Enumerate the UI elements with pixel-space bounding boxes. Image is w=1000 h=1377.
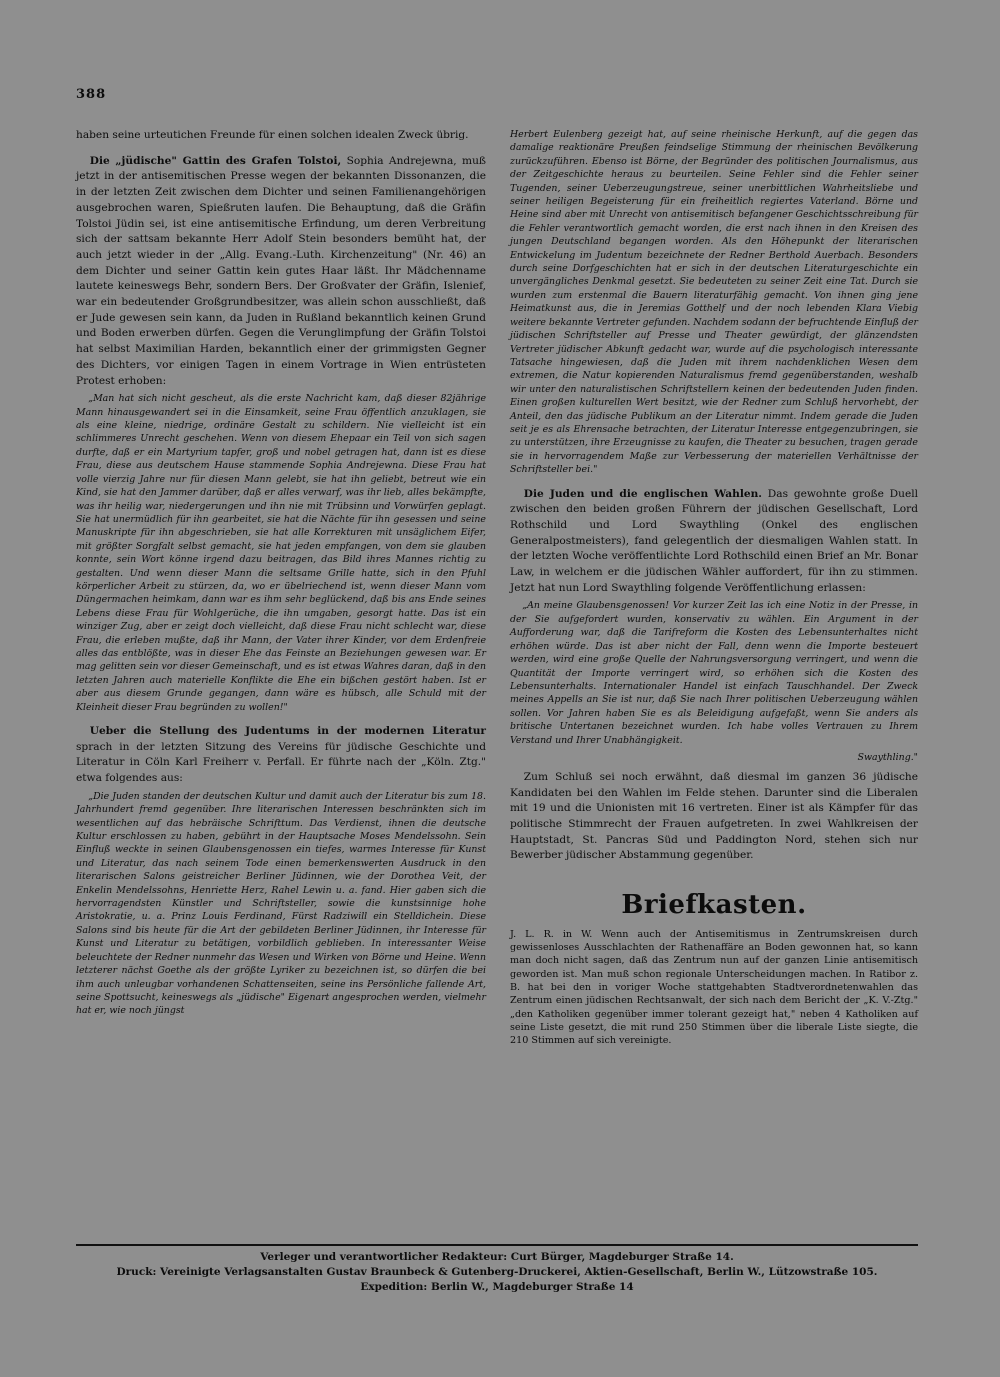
- judentum-literatur-intro: sprach in der letzten Sitzung des Vereins für jüdische Geschichte und Literatur in Cöln Karl Freiherr v. Perfall. Er führte nach der „Köln. Ztg." etwa folgendes aus:: [76, 740, 486, 785]
- briefkasten-heading: Briefkasten.: [621, 890, 807, 921]
- briefkasten-entry: J. L. R. in W. Wenn auch der Antisemitismus in Zentrumskreisen durch gewissenloses Ausschlachten der Rathenaffäre an Boden gewonnen hat, so kann man doch nicht sagen, daß das Zentrum nun auf der ganzen Linie antisemitisch geworden ist. Man muß schon regionale Unterscheidungen machen. In Ratibor z. B. hat bei den in voriger Woche stattgehabten Stadtverordnetenwahlen das Zentrum einen jüdischen Rechtsanwalt, der sich nach dem Bericht der „K. V.-Ztg." „den Katholiken gegenüber immer tolerant gezeigt hat," neben 4 Katholiken auf seine Liste gesetzt, die mit rund 250 Stimmen über die liberale Liste siegte, die 210 Stimmen auf sich vereinigte.: [510, 928, 918, 1047]
- english-elections-conclusion: Zum Schluß sei noch erwähnt, daß diesmal im ganzen 36 jüdische Kandidaten bei den Wahlen im Felde stehen. Darunter sind die Liberalen mit 19 und die Unionisten mit 16 vertreten. Einer ist als Kämpfer für das politische Stimmrecht der Frauen aufgetreten. In zwei Wahlkreisen der Hauptstadt, St. Pancras Süd und Paddington Nord, stehen sich nur Bewerber jüdischer Abstammung gegenüber.: [510, 770, 918, 862]
- harden-quote: „Man hat sich nicht gescheut, als die erste Nachricht kam, daß dieser 82jährige Mann hinausgewandert sei in die Einsamkeit, seine Frau öffentlich anzuklagen, sie als eine kleine, niedrige, ordinäre Gestalt zu schildern. Nie vielleicht ist ein schlimmeres Unrecht geschehen. Wenn von diesem Ehepaar ein Teil von sich sagen durfte, daß er ein Martyrium tapfer, groß und nobel getragen hat, dann ist es diese Frau, diese aus deutschem Hause stammende Sophia Andrejewna. Diese Frau hat volle vierzig Jahre nur für diesen Mann gelebt, sie hat ihn geliebt, betreut wie ein Kind, sie hat den Jammer darüber, daß er alles verwarf, was ihr lieb, alles bekämpfte, was ihr heilig war, niedergerungen und ihn nie mit Trübsinn und Vorwürfen geplagt. Sie hat unermüdlich für ihn gearbeitet, sie hat die Nächte für ihn gesessen und seine Manuskripte für ihn abgeschrieben, sie hat alle Korrekturen mit unsäglichem Eifer, mit größter Sorgfalt selbst gemacht, sie hat jeden empfangen, von dem sie glauben konnte, sein Wort könne irgend dazu beitragen, das Bild ihres Mannes richtig zu gestalten. Und wenn dieser Mann die seltsame Grille hatte, sich in den Pfuhl körperlicher Arbeit zu stürzen, da, wo er übelriechend ist, wenn dieser Mann vom Düngermachen heimkam, dann war es ihm sehr beglückend, daß bis ans Ende seines Lebens diese Frau für Wohlgerüche, die ihn umgaben, gesorgt hatte. Das ist ein winziger Zug, aber er zeigt doch vielleicht, daß diese Frau nicht schlecht war, diese Frau, die erleben mußte, daß ihr Mann, der Vater ihrer Kinder, vor dem Erdenfreie alles das entblößte, was in dieser Ehe das Feinste an Beziehungen gewesen war. Er mag gelitten sein vor dieser Gemeinschaft, und es ist etwas Wahres daran, daß in den letzten Jahren auch materielle Konflikte die Ehe ein bißchen gestört haben. Ist er aber aus diesem Grunde gegangen, dann wäre es hübsch, alle Schuld mit der Kleinheit dieser Frau begründen zu wollen!": [76, 393, 486, 713]
- swaythling-signature: Swaythling.": [857, 751, 918, 763]
- swaythling-quote: „An meine Glaubensgenossen! Vor kurzer Zeit las ich eine Notiz in der Presse, in der Sie aufgefordert wurden, konservativ zu wählen. Ein Argument in der Aufforderung war, daß die Tarifreform die Kosten des Lebensunterhaltes nicht erhöhen würde. Das ist aber nicht der Fall, denn wenn die Importe besteuert werden, wird eine große Quelle der Nahrungsversorgung verringert, und wenn die Quantität der Importe verringert wird, so erhöhen sich die Kosten des Lebensunterhalts. Internationaler Handel ist einfach Tauschhandel. Der Zweck meines Appells an Sie ist nur, daß Sie nach Ihrer politischen Ueberzeugung wählen sollen. Vor Jahren haben Sie es als Beleidigung aufgefaßt, wenn Sie anders als britische Untertanen bezeichnet wurden. Ich habe volles Vertrauen zu Ihrem Verstand und Ihrer Unabhängigkeit.: [510, 600, 918, 746]
- tolstoi-article: [76, 154, 486, 390]
- imprint-footer: [76, 1244, 918, 1295]
- imprint-expedition: Expedition: Berlin W., Magdeburger Straße 14: [360, 1281, 634, 1293]
- perfall-quote-continued: Herbert Eulenberg gezeigt hat, auf seine rheinische Herkunft, auf die gegen das damalige reaktionäre Preußen feindselige Stimmung der rheinischen Bevölkerung zurückzuführen. Ebenso ist Börne, der Begründer des politischen Journalismus, aus der Zeitgeschichte heraus zu beurteilen. Seine Fehler sind die Fehler seiner Tugenden, seiner Ueberzeugungstreue, seiner unerbittlichen Wahrheitsliebe und seiner heiligen Begeisterung für ein freiheitlich regiertes Vaterland. Börne und Heine sind aber mit Unrecht von antisemitisch befangener Geschichtsschreibung für die Fehler verantwortlich gemacht worden, die erst nach ihnen in den Kreisen des jungen Deutschland begangen worden. Als den Höhepunkt der literarischen Entwickelung im Judentum bezeichnete der Redner Berthold Auerbach. Besonders durch seine Dorfgeschichten hat er sich in der deutschen Literaturgeschichte ein unvergängliches Denkmal gesetzt. Sie bedeuteten zu seiner Zeit eine Tat. Durch sie wurden zum erstenmal die Bauern literaturfähig gemacht. Von ihnen ging jene Heimatkunst aus, die in Jeremias Gotthelf und der noch lebenden Klara Viebig weitere bekannte Vertreter gefunden. Nachdem sodann der befruchtende Einfluß der jüdischen Schriftsteller auf Presse und Theater gewürdigt, der glänzendsten Vertreter jüdischer Abkunft gedacht war, wurde auf die psychologisch interessante Tatsache hingewiesen, daß die Juden mit ihrem nachdenklichen Wesen dem extremen, die Natur kopierenden Naturalismus fremd gegenüberstanden, weshalb wir unter den naturalistischen Schriftstellern keinen der bedeutenden Juden finden. Einen großen kulturellen Wert besitzt, wie der Redner zum Schluß hervorhebt, der Anteil, den das jüdische Publikum an der Literatur nimmt. Indem gerade die Juden seit je es als Ehrensache betrachten, der Literatur Interesse entgegenzubringen, sie zu unterstützen, ihre Erzeugnisse zu kaufen, die Theater zu besuchen, tragen gerade sie in hervorragendem Maße zur Verbesserung der materiellen Verhältnisse der Schriftsteller bei.": [510, 129, 919, 476]
- english-elections-article: [510, 487, 918, 597]
- judentum-literatur-title: Ueber die Stellung des Judentums in der modernen Literatur: [89, 725, 486, 737]
- english-elections-body: Das gewohnte große Duell zwischen den beiden großen Führern der jüdischen Gesellschaft, Lord Rothschild und Lord Swaythling (Onkel des englischen Generalpostmeisters), fand gelegentlich der diesmaligen Wahlen statt. In der letzten Woche veröffentlichte Lord Rothschild einen Brief an Mr. Bonar Law, in welchem er die jüdischen Wähler auffordert, für ihn zu stimmen. Jetzt hat nun Lord Swaythling folgende Veröffentlichung erlassen:: [510, 487, 918, 594]
- imprint-publisher: Verleger und verantwortlicher Redakteur: Curt Bürger, Magdeburger Straße 14.: [260, 1251, 734, 1263]
- perfall-quote: „Die Juden standen der deutschen Kultur und damit auch der Literatur bis zum 18. Jahrhundert fremd gegenüber. Ihre literarischen Interessen beschränkten sich im wesentlichen auf das hebräische Schrifttum. Das Verdienst, ihnen die deutsche Kultur erschlossen zu haben, gebührt in der Hauptsache Moses Mendelssohn. Sein Einfluß weckte in seinen Glaubensgenossen ein tiefes, warmes Interesse für Kunst und Literatur, das nach seinem Tode einen bemerkenswerten Ausdruck in den literarischen Salons geistreicher Berliner Jüdinnen, wie der Dorothea Veit, der Enkelin Mendelssohns, Henriette Herz, Rahel Lewin u. a. fand. Hier gaben sich die hervorragendsten Künstler und Schriftsteller, sowie die kunstsinnige hohe Aristokratie, u. a. Prinz Louis Ferdinand, Fürst Radziwill ein Stelldichein. Diese Salons sind bis heute für die Art der gebildeten Berliner Jüdinnen, ihr Interesse für Kunst und Literatur zu betätigen, vorbildlich geblieben. In interessanter Weise beleuchtete der Redner nunmehr das Wesen und Wirken von Börne und Heine. Wenn letzterer nächst Goethe als der größte Lyriker zu bezeichnen ist, so dürfen die bei ihm auch unleugbar vorhandenen Schattenseiten, seine ins Persönliche fallende Art, seine Spottsucht, keineswegs als „jüdische" Eigenart angesprochen werden, vielmehr hat er, wie noch jüngst: [76, 790, 486, 1017]
- page-number: 388: [76, 87, 107, 102]
- tolstoi-article-body: Sophia Andrejewna, muß jetzt in der antisemitischen Presse wegen der bekannten Dissonanzen, die in der letzten Zeit zwischen dem Dichter und seinen Familienangehörigen ausgebrochen waren, Spießruten laufen. Die Behauptung, daß die Gräfin Tolstoi Jüdin sei, ist eine antisemitische Erfindung, um deren Verbreitung sich der sattsam bekannte Herr Adolf Stein besonders bemüht hat, der auch jetzt wieder in der „Allg. Evang.-Luth. Kirchenzeitung" (Nr. 46) an dem Dichter und seiner Gattin kein gutes Haar läßt. Ihr Mädchenname lautete keineswegs Behr, sondern Bers. Der Großvater der Gräfin, Islenief, war ein bedeutender Großgrundbesitzer, was allein schon ausschließt, daß er Jude gewesen sein kann, da Juden in Rußland bekanntlich keinen Grund und Boden erwerben dürfen. Gegen die Verunglimpfung der Gräfin Tolstoi hat selbst Maximilian Harden, bekanntlich einer der grimmigsten Gegner des Dichters, vor einigen Tagen in einem Vortrage in Wien entrüsteten Protest erhoben:: [76, 154, 486, 387]
- english-elections-title: Die Juden und die englischen Wahlen.: [523, 487, 762, 500]
- judentum-literatur-article: [76, 724, 486, 787]
- imprint-printer: Druck: Vereinigte Verlagsanstalten Gustav Braunbeck & Gutenberg-Druckerei, Aktien-Gesellschaft, Berlin W., Lützowstraße 105.: [116, 1266, 878, 1278]
- right-column: [510, 128, 918, 1048]
- intro-paragraph: haben seine urteutichen Freunde für einen solchen idealen Zweck übrig.: [76, 129, 469, 141]
- tolstoi-article-title: Die „jüdische" Gattin des Grafen Tolstoi,: [89, 154, 342, 167]
- left-column: [76, 128, 486, 1022]
